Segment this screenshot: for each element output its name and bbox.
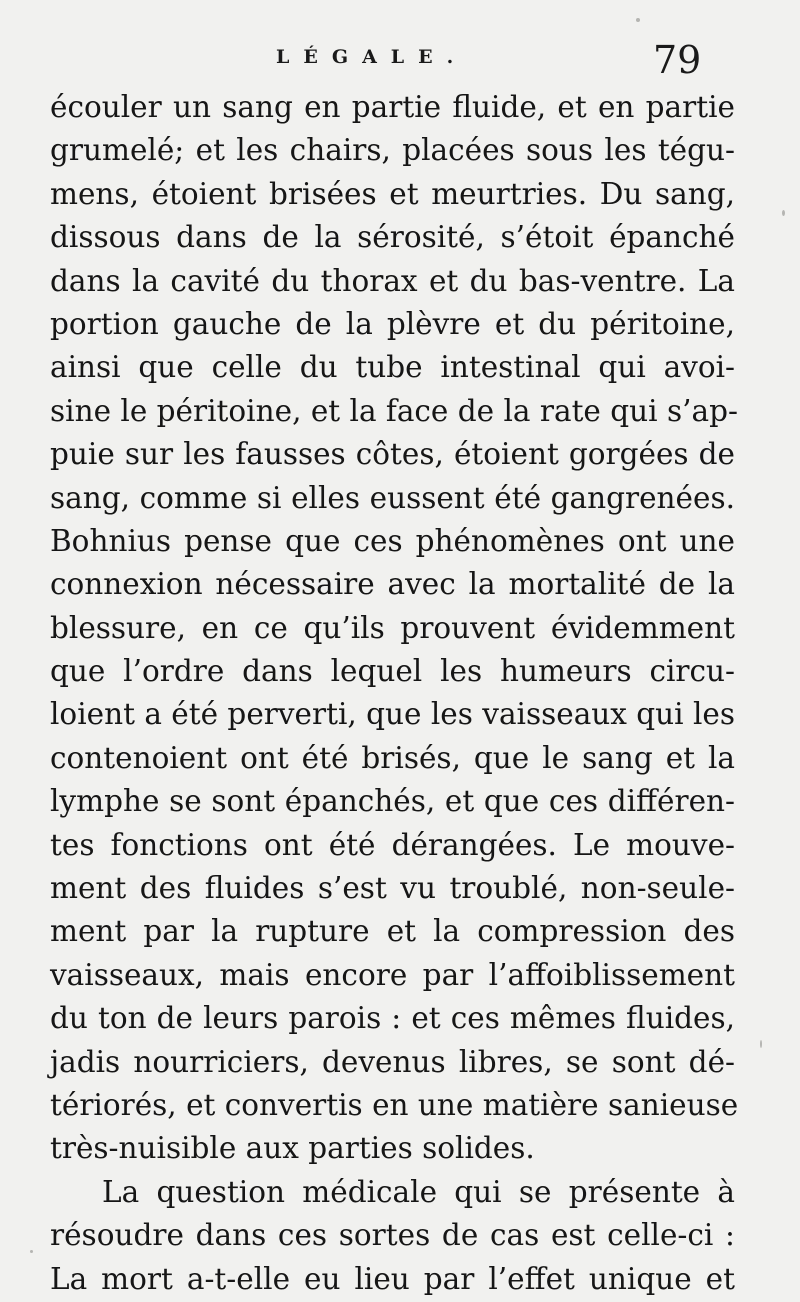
text-line: du ton de leurs parois : et ces mêmes fluides, <box>50 1001 735 1036</box>
text-line: mens, étoient brisées et meurtries. Du sang, <box>50 176 735 211</box>
paper-speck <box>760 1040 762 1048</box>
text-line: jadis nourriciers, devenus libres, se sont dé- <box>50 1044 735 1079</box>
text-line: lymphe se sont épanchés, et que ces différen- <box>50 784 735 819</box>
body-text <box>50 86 739 1301</box>
text-line: vaisseaux, mais encore par l’affoiblissement <box>50 957 735 992</box>
text-line: très-nuisible aux parties solides. <box>50 1131 535 1166</box>
text-line: La question médicale qui se présente à <box>102 1174 735 1209</box>
text-line: portion gauche de la plèvre et du péritoine, <box>50 306 735 341</box>
text-line: grumelé; et les chairs, placées sous les tégu- <box>50 133 735 168</box>
text-line: dans la cavité du thorax et du bas-ventre. La <box>50 263 735 298</box>
text-line: résoudre dans ces sortes de cas est celle-ci : <box>50 1218 735 1253</box>
text-line: connexion nécessaire avec la mortalité de la <box>50 567 735 602</box>
text-line: que l’ordre dans lequel les humeurs circu- <box>50 654 735 689</box>
text-line: Bohnius pense que ces phénomènes ont une <box>50 523 735 558</box>
text-line: puie sur les fausses côtes, étoient gorgées de <box>50 437 735 472</box>
text-line: tériorés, et convertis en une matière sanieuse <box>50 1087 739 1122</box>
page-header <box>0 38 800 88</box>
paper-speck <box>636 18 640 22</box>
text-line: sine le péritoine, et la face de la rate qui s’ap- <box>50 393 738 428</box>
running-head: LÉGALE. <box>276 46 468 68</box>
text-line: ainsi que celle du tube intestinal qui avoi- <box>50 350 735 385</box>
text-line: écouler un sang en partie fluide, et en partie <box>50 90 735 124</box>
text-line: dissous dans de la sérosité, s’étoit épanché <box>50 220 735 255</box>
page-number: 79 <box>653 38 702 82</box>
paper-speck <box>30 1250 33 1253</box>
text-line: contenoient ont été brisés, que le sang et la <box>50 740 735 775</box>
text-line: loient a été perverti, que les vaisseaux qui les <box>50 697 736 732</box>
text-line: tes fonctions ont été dérangées. Le mouve- <box>50 827 735 862</box>
text-line: blessure, en ce qu’ils prouvent évidemment <box>50 610 735 645</box>
text-line: La mort a-t-elle eu lieu par l’effet unique et <box>50 1261 735 1296</box>
text-line: ment par la rupture et la compression des <box>50 914 735 949</box>
paper-speck <box>782 210 785 216</box>
text-line: sang, comme si elles eussent été gangrenées. <box>50 480 735 515</box>
text-line: ment des fluides s’est vu troublé, non-seule- <box>50 871 735 906</box>
